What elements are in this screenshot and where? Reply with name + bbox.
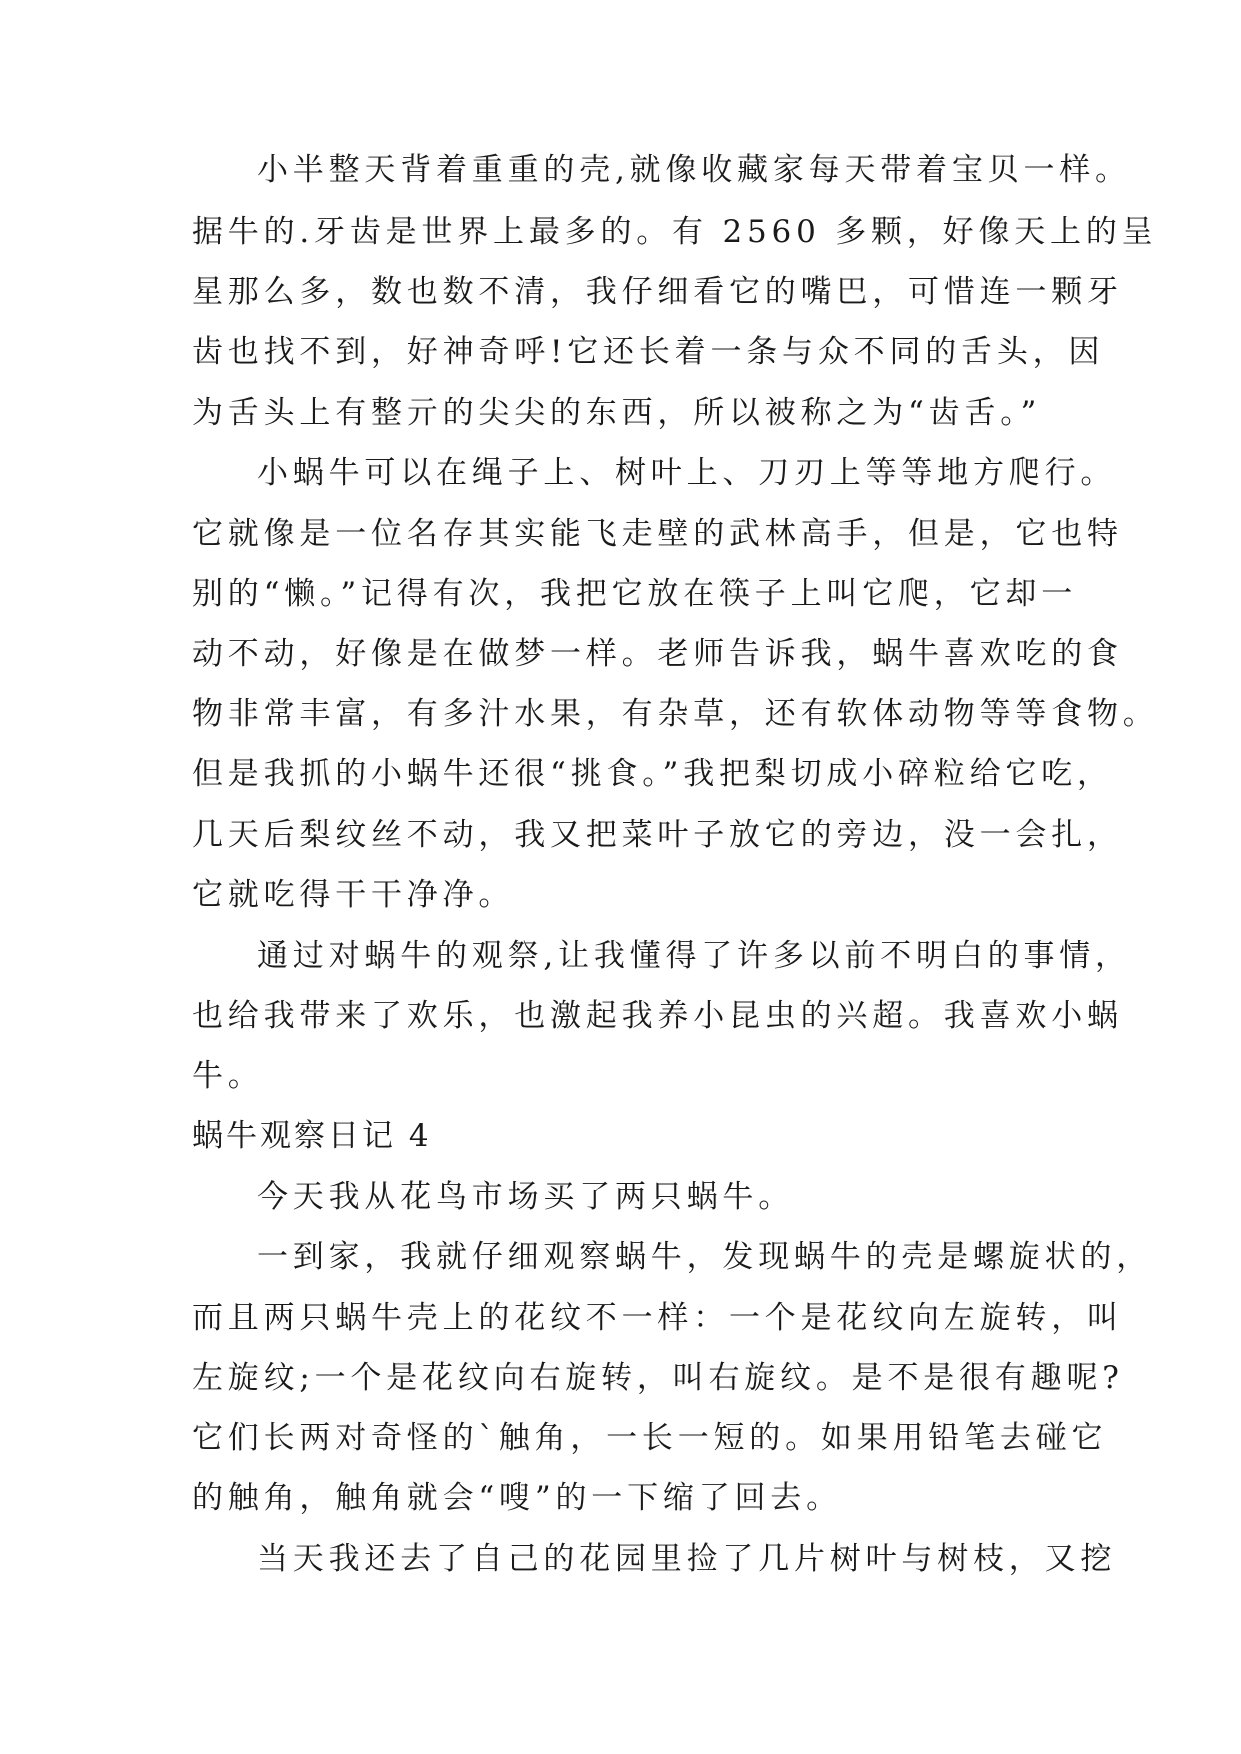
text-line: 小蜗牛可以在绳子上、树叶上、刀刃上等等地方爬行。	[257, 455, 1117, 491]
text-line: 今天我从花鸟市场买了两只蜗牛。	[257, 1179, 794, 1215]
text-line: 也给我带来了欢乐，也激起我养小昆虫的兴超。我喜欢小蜗	[192, 998, 1123, 1034]
text-line: 一到家，我就仔细观察蜗牛，发现蜗牛的壳是螺旋状的，	[257, 1239, 1152, 1275]
text-line: 牛。	[192, 1058, 264, 1094]
text-line: 它就像是一位名存其实能飞走壁的武林高手，但是，它也特	[192, 516, 1123, 552]
text-line: 动不动，好像是在做梦一样。老师告诉我，蜗牛喜欢吃的食	[192, 636, 1123, 672]
text-line: 而且两只蜗牛壳上的花纹不一样：一个是花纹向左旋转，叫	[192, 1300, 1123, 1336]
section-heading: 蜗牛观察日记 4	[192, 1118, 432, 1154]
text-line: 齿也找不到，好神奇呼!它还长着一条与众不同的舌头，因	[192, 334, 1105, 370]
text-line: 星那么多，数也数不清，我仔细看它的嘴巴，可惜连一颗牙	[192, 274, 1123, 310]
text-line: 别的“懒。”记得有次，我把它放在筷子上叫它爬，它却一	[192, 576, 1077, 612]
text-line: 为舌头上有整亓的尖尖的东西，所以被称之为“齿舌。”	[192, 395, 1042, 431]
text-line: 当天我还去了自己的花园里捡了几片树叶与树枝，又挖	[257, 1541, 1117, 1577]
text-line: 左旋纹;一个是花纹向右旋转，叫右旋纹。是不是很有趣呢?	[192, 1360, 1124, 1396]
text-line: 的触角，触角就会“嗖”的一下缩了回去。	[192, 1480, 842, 1516]
text-line: 它们长两对奇怪的`触角，一长一短的。如果用铅笔去碰它	[192, 1420, 1108, 1456]
text-line: 据牛的.牙齿是世界上最多的。有 2560 多颗，好像天上的呈	[192, 214, 1158, 250]
text-line: 通过对蜗牛的观祭,让我懂得了许多以前不明白的事情，	[257, 938, 1131, 974]
text-line: 它就吃得干干净净。	[192, 877, 515, 913]
text-line: 物非常丰富，有多汁水果，有杂草，还有软体动物等等食物。	[192, 696, 1159, 732]
text-line: 但是我抓的小蜗牛还很“挑食。”我把梨切成小碎粒给它吃，	[192, 756, 1113, 792]
text-line: 几天后梨纹丝不动，我又把菜叶子放它的旁边，没一会扎，	[192, 817, 1123, 853]
text-line: 小半整天背着重重的壳,就像收藏家每天带着宝贝一样。	[257, 152, 1131, 188]
